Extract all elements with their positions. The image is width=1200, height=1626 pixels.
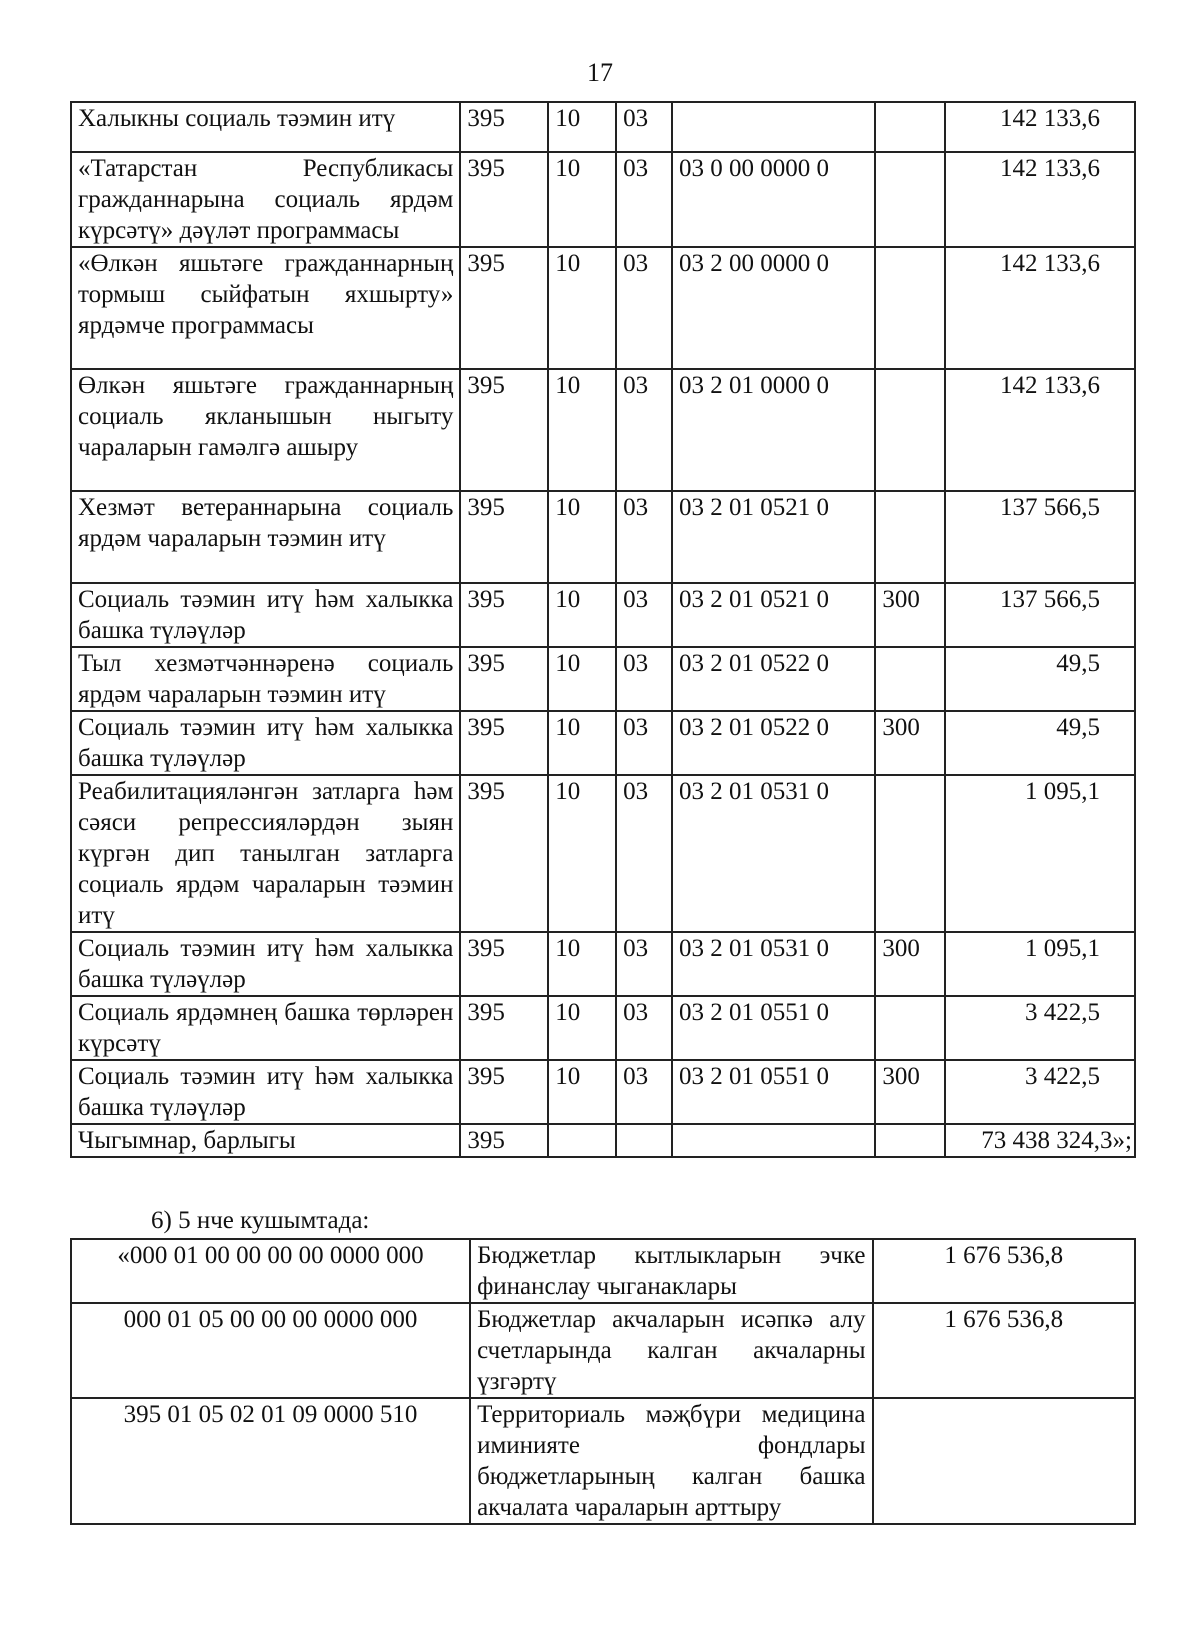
row-subsection: 03	[616, 369, 672, 491]
row-name: «Татарстан Республикасы гражданнарына социаль ярдәм күрсәтү» дәүләт программасы	[71, 152, 460, 247]
row-target-code: 03 2 01 0522 0	[672, 647, 875, 711]
row-subsection: 03	[616, 932, 672, 996]
row-amount: 49,5	[945, 647, 1135, 711]
row-amount: 142 133,6	[945, 369, 1135, 491]
row-target-code	[672, 1124, 875, 1157]
row-amount: 3 422,5	[945, 996, 1135, 1060]
row-target-code: 03 2 01 0551 0	[672, 1060, 875, 1124]
row-section: 10	[548, 647, 616, 711]
table-row	[71, 775, 1135, 932]
row-name: Тыл хезмәтчәннәренә социаль ярдәм чараларын тәэмин итү	[71, 647, 460, 711]
row-subsection: 03	[616, 775, 672, 932]
row-name: Социаль тәэмин итү һәм халыкка башка түләүләр	[71, 932, 460, 996]
row-name: Социаль тәэмин итү һәм халыкка башка түләүләр	[71, 1060, 460, 1124]
source-amount: 1 676 536,8	[873, 1239, 1136, 1303]
section-label: 6) 5 нче кушымтада:	[151, 1207, 370, 1234]
row-ministry: 395	[460, 996, 548, 1060]
row-ministry: 395	[460, 775, 548, 932]
row-target-code: 03 2 01 0531 0	[672, 775, 875, 932]
row-name: Халыкны социаль тәэмин итү	[71, 102, 460, 152]
row-ministry: 395	[460, 491, 548, 583]
row-target-code: 03 2 00 0000 0	[672, 247, 875, 369]
row-name: Социаль тәэмин итү һәм халыкка башка түләүләр	[71, 711, 460, 775]
row-expense-type	[875, 647, 945, 711]
row-ministry: 395	[460, 152, 548, 247]
row-expense-type: 300	[875, 932, 945, 996]
row-amount: 142 133,6	[945, 102, 1135, 152]
table-row	[71, 491, 1135, 583]
row-ministry: 395	[460, 102, 548, 152]
row-expense-type: 300	[875, 711, 945, 775]
row-expense-type: 300	[875, 583, 945, 647]
row-section: 10	[548, 102, 616, 152]
row-expense-type	[875, 102, 945, 152]
row-ministry: 395	[460, 247, 548, 369]
row-expense-type: 300	[875, 1060, 945, 1124]
row-amount: 142 133,6	[945, 152, 1135, 247]
row-subsection: 03	[616, 711, 672, 775]
table-row	[71, 369, 1135, 491]
row-target-code	[672, 102, 875, 152]
row-subsection	[616, 1124, 672, 1157]
row-section	[548, 1124, 616, 1157]
budget-expenses-table	[70, 101, 1136, 1158]
source-name: Бюджетлар акчаларын исәпкә алу счетларында калган акчаларны үзгәртү	[470, 1303, 872, 1398]
table-row	[71, 996, 1135, 1060]
row-subsection: 03	[616, 647, 672, 711]
table-row	[71, 1060, 1135, 1124]
table-row	[71, 647, 1135, 711]
row-amount: 73 438 324,3»;	[945, 1124, 1135, 1157]
row-name: Чыгымнар, барлыгы	[71, 1124, 460, 1157]
row-expense-type	[875, 1124, 945, 1157]
row-section: 10	[548, 1060, 616, 1124]
row-amount: 137 566,5	[945, 491, 1135, 583]
row-expense-type	[875, 491, 945, 583]
table-row	[71, 102, 1135, 152]
row-section: 10	[548, 491, 616, 583]
row-subsection: 03	[616, 583, 672, 647]
source-amount	[873, 1398, 1136, 1524]
row-amount: 3 422,5	[945, 1060, 1135, 1124]
row-ministry: 395	[460, 583, 548, 647]
table-row	[71, 711, 1135, 775]
row-section: 10	[548, 247, 616, 369]
row-subsection: 03	[616, 996, 672, 1060]
row-target-code: 03 2 01 0551 0	[672, 996, 875, 1060]
row-section: 10	[548, 996, 616, 1060]
row-subsection: 03	[616, 152, 672, 247]
row-expense-type	[875, 247, 945, 369]
row-name: Социаль ярдәмнең башка төрләрен күрсәтү	[71, 996, 460, 1060]
row-name: Өлкән яшьтәге гражданнарның социаль якланышын ныгыту чараларын гамәлгә ашыру	[71, 369, 460, 491]
row-subsection: 03	[616, 1060, 672, 1124]
source-amount: 1 676 536,8	[873, 1303, 1136, 1398]
source-name: Бюджетлар кытлыкларын эчке финанслау чыганаклары	[470, 1239, 872, 1303]
row-section: 10	[548, 583, 616, 647]
table-row	[71, 932, 1135, 996]
row-target-code: 03 2 01 0521 0	[672, 491, 875, 583]
row-subsection: 03	[616, 247, 672, 369]
table-row	[71, 583, 1135, 647]
source-code: 000 01 05 00 00 00 0000 000	[71, 1303, 470, 1398]
row-target-code: 03 2 01 0000 0	[672, 369, 875, 491]
row-amount: 1 095,1	[945, 775, 1135, 932]
row-expense-type	[875, 369, 945, 491]
source-code: 395 01 05 02 01 09 0000 510	[71, 1398, 470, 1524]
source-code: «000 01 00 00 00 00 0000 000	[71, 1239, 470, 1303]
row-section: 10	[548, 932, 616, 996]
row-section: 10	[548, 775, 616, 932]
financing-sources-table	[70, 1238, 1136, 1525]
row-section: 10	[548, 369, 616, 491]
row-expense-type	[875, 775, 945, 932]
table-row	[71, 1124, 1135, 1157]
row-ministry: 395	[460, 711, 548, 775]
row-subsection: 03	[616, 491, 672, 583]
table-row	[71, 1239, 1135, 1303]
row-ministry: 395	[460, 1060, 548, 1124]
row-amount: 1 095,1	[945, 932, 1135, 996]
row-expense-type	[875, 996, 945, 1060]
row-ministry: 395	[460, 369, 548, 491]
row-target-code: 03 2 01 0521 0	[672, 583, 875, 647]
row-name: Хезмәт ветераннарына социаль ярдәм чараларын тәэмин итү	[71, 491, 460, 583]
table-row	[71, 1398, 1135, 1524]
row-expense-type	[875, 152, 945, 247]
row-subsection: 03	[616, 102, 672, 152]
row-ministry: 395	[460, 932, 548, 996]
row-target-code: 03 0 00 0000 0	[672, 152, 875, 247]
row-target-code: 03 2 01 0522 0	[672, 711, 875, 775]
row-name: «Өлкән яшьтәге гражданнарның тормыш сыйфатын яхшырту» ярдәмче программасы	[71, 247, 460, 369]
source-name: Территориаль мәҗбүри медицина иминияте фондлары бюджетларының калган башка акчалата чараларын арттыру	[470, 1398, 872, 1524]
row-target-code: 03 2 01 0531 0	[672, 932, 875, 996]
row-ministry: 395	[460, 647, 548, 711]
table-row	[71, 1303, 1135, 1398]
table-row	[71, 152, 1135, 247]
row-name: Реабилитацияләнгән затларга һәм сәяси репрессияләрдән зыян күргән дип танылган затларга социаль ярдәм чараларын тәэмин итү	[71, 775, 460, 932]
row-name: Социаль тәэмин итү һәм халыкка башка түләүләр	[71, 583, 460, 647]
row-ministry: 395	[460, 1124, 548, 1157]
row-section: 10	[548, 152, 616, 247]
row-amount: 137 566,5	[945, 583, 1135, 647]
row-amount: 49,5	[945, 711, 1135, 775]
table-row	[71, 247, 1135, 369]
page-number: 17	[587, 58, 613, 87]
row-amount: 142 133,6	[945, 247, 1135, 369]
row-section: 10	[548, 711, 616, 775]
